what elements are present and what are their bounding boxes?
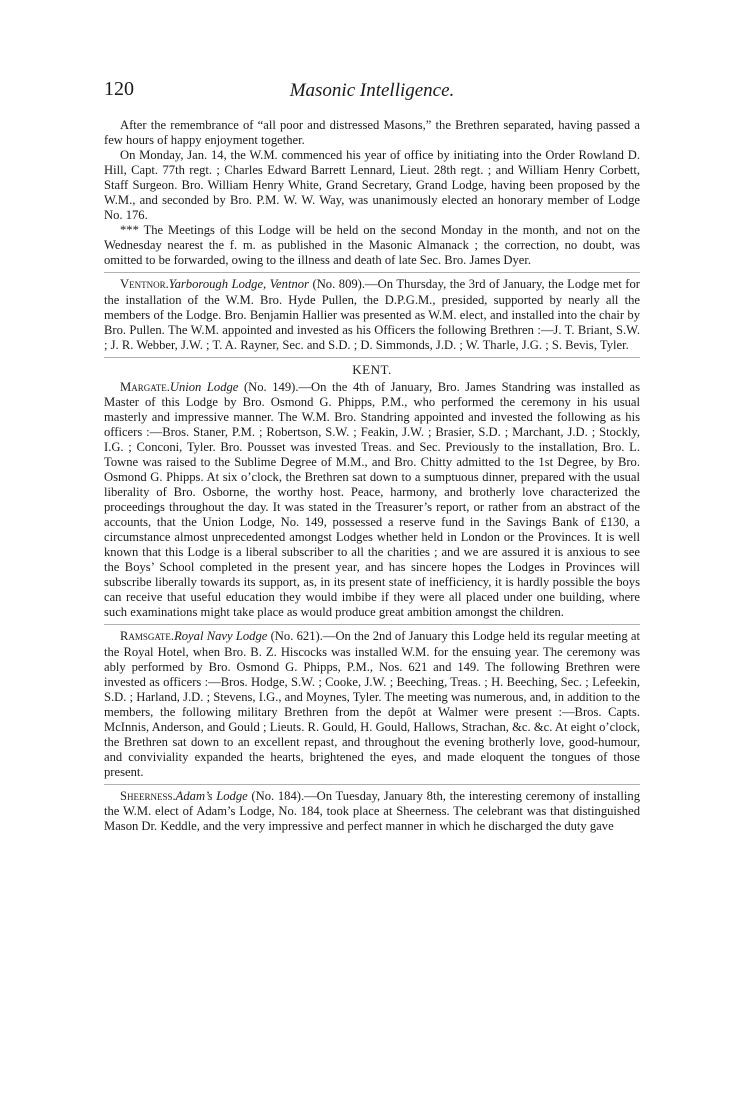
place-name: Ramsgate. bbox=[120, 629, 175, 644]
report-text: (No. 809).—On Thursday, the 3rd of January, the Lodge met for the installation of the W.M. Bro. Hyde Pullen, the D.P.G.M., presided, supported by nearly all the members of the Lodge. Bro. Benjamin Hallier was presented as W.M. elect, and installed into the chair by Bro. Pullen. The W.M. appointed and invested as his Officers the following Brethren :—J. T. Briant, S.W. ; J. R. Webber, J.W. ; T. A. Rayner, Sec. and S.D. ; D. Simmonds, J.D. ; W. Tharle, J.G. ; S. Bevis, Tyler. bbox=[104, 277, 640, 352]
separator-rule bbox=[104, 272, 640, 273]
separator-rule bbox=[104, 357, 640, 358]
paragraph-monday-initiation: On Monday, Jan. 14, the W.M. commenced his year of office by initiating into the Order Rowland D. Hill, Capt. 77th regt. ; Charles Edward Barrett Lennard, Lieut. 28th regt. ; and William Henry Corbett, Staff Surgeon. Bro. William Henry White, Grand Secretary, Grand Lodge, having been proposed by the W.M., and seconded by Bro. P.M. W. W. Way, was unanimously elected an honorary member of Lodge No. 176. bbox=[104, 148, 640, 223]
place-name: Margate. bbox=[120, 379, 170, 394]
separator-rule bbox=[104, 784, 640, 785]
report-text: (No. 621).—On the 2nd of January this Lodge held its regular meeting at the Royal Hotel, when Bro. B. Z. Hiscocks was installed W.M. for the ensuing year. The ceremony was ably performed by Bro. Osmond G. Phipps, P.M., Nos. 621 and 149. The following Brethren were invested as officers :—Bros. Hodge, S.W. ; Cooke, J.W. ; Beeching, Treas. ; H. Beeching, Sec. ; Lefeekin, S.D. ; Harland, J.D. ; Stevens, I.G., and Moynes, Tyler. The meeting was numerous, and, in addition to the members, the following military Brethren from the depôt at Walmer were present :—Bros. Capts. McInnis, Anderson, and Gould ; Lieuts. R. Gould, H. Gould, Hallows, Strachan, &c. &c. At eight o’clock, the Brethren sat down to an excellent repast, and throughout the evening brotherly love, good-humour, and conviviality expanded the hearts, brightened the eyes, and made eloquent the tongues of those present. bbox=[104, 629, 640, 779]
lodge-name: Union Lodge bbox=[169, 379, 239, 394]
place-name: Ventnor. bbox=[120, 277, 169, 292]
report-ramsgate bbox=[104, 629, 640, 779]
report-ventnor bbox=[104, 277, 640, 352]
lodge-name: Yarborough Lodge, Ventnor bbox=[168, 277, 309, 292]
lodge-name: Adam’s Lodge bbox=[175, 788, 248, 803]
page-header bbox=[104, 78, 640, 112]
report-sheerness bbox=[104, 789, 640, 834]
paragraph-meetings-notice: *** The Meetings of this Lodge will be held on the second Monday in the month, and not on the Wednesday nearest the f. m. as published in the Masonic Almanack ; the correction, no doubt, was omitted to be forwarded, owing to the illness and death of late Sec. Bro. James Dyer. bbox=[104, 223, 640, 268]
separator-rule bbox=[104, 624, 640, 625]
report-margate bbox=[104, 380, 640, 621]
page bbox=[104, 78, 640, 834]
report-text: (No. 149).—On the 4th of January, Bro. James Standring was installed as Master of this Lodge by Bro. Osmond G. Phipps, P.M., who performed the ceremony in his usual masterly and impressive manner. The W.M. Bro. Standring appointed and invested the following as his officers :—Bros. Staner, P.M. ; Robertson, S.W. ; Feakin, J.W. ; Brasier, S.D. ; Marchant, J.D. ; Stockly, I.G. ; Conconi, Tyler. Bro. Pousset was invested Treas. and Sec. Previously to the installation, Bro. L. Towne was raised to the Sublime Degree of M.M., and Bro. Chitty admitted to the 1st Degree, by Bro. Osmond G. Phipps. At six o’clock, the Brethren sat down to a sumptuous dinner, prepared with the usual liberality of Bro. Osborne, the worthy host. Peace, harmony, and brotherly love characterized the proceedings throughout the day. It was stated in the Treasurer’s report, or rather from an abstract of the accounts, that the Union Lodge, No. 149, possessed a reserve fund in the Savings Bank of £130, a circumstance almost unprecedented amongst Lodges whether held in London or the Provinces. It is well known that this Lodge is a liberal subscriber to all the charities ; and we are assured it is anxious to see the Boys’ School completed in the present year, and has sincere hopes the Lodges in Provinces will subscribe liberally towards its support, as, in its present state of inefficiency, it is hardly possible the boys can receive that useful education they would imbibe if they were all placed under one building, where such examinations might take place as would produce great ambition amongst the children. bbox=[104, 379, 640, 620]
lodge-name: Royal Navy Lodge bbox=[174, 629, 268, 644]
paragraph-remembrance: After the remembrance of “all poor and distressed Masons,” the Brethren separated, having passed a few hours of happy enjoyment together. bbox=[104, 118, 640, 148]
running-title: Masonic Intelligence. bbox=[289, 80, 455, 101]
report-text: (No. 184).—On Tuesday, January 8th, the interesting ceremony of installing the W.M. elect of Adam’s Lodge, No. 184, took place at Sheerness. The celebrant was that distinguished Mason Dr. Keddle, and the very impressive and perfect manner in which he discharged the duty gave bbox=[104, 788, 640, 834]
page-number: 120 bbox=[104, 78, 134, 100]
place-name: Sheerness. bbox=[120, 788, 176, 803]
section-heading-kent: KENT. bbox=[352, 361, 392, 377]
